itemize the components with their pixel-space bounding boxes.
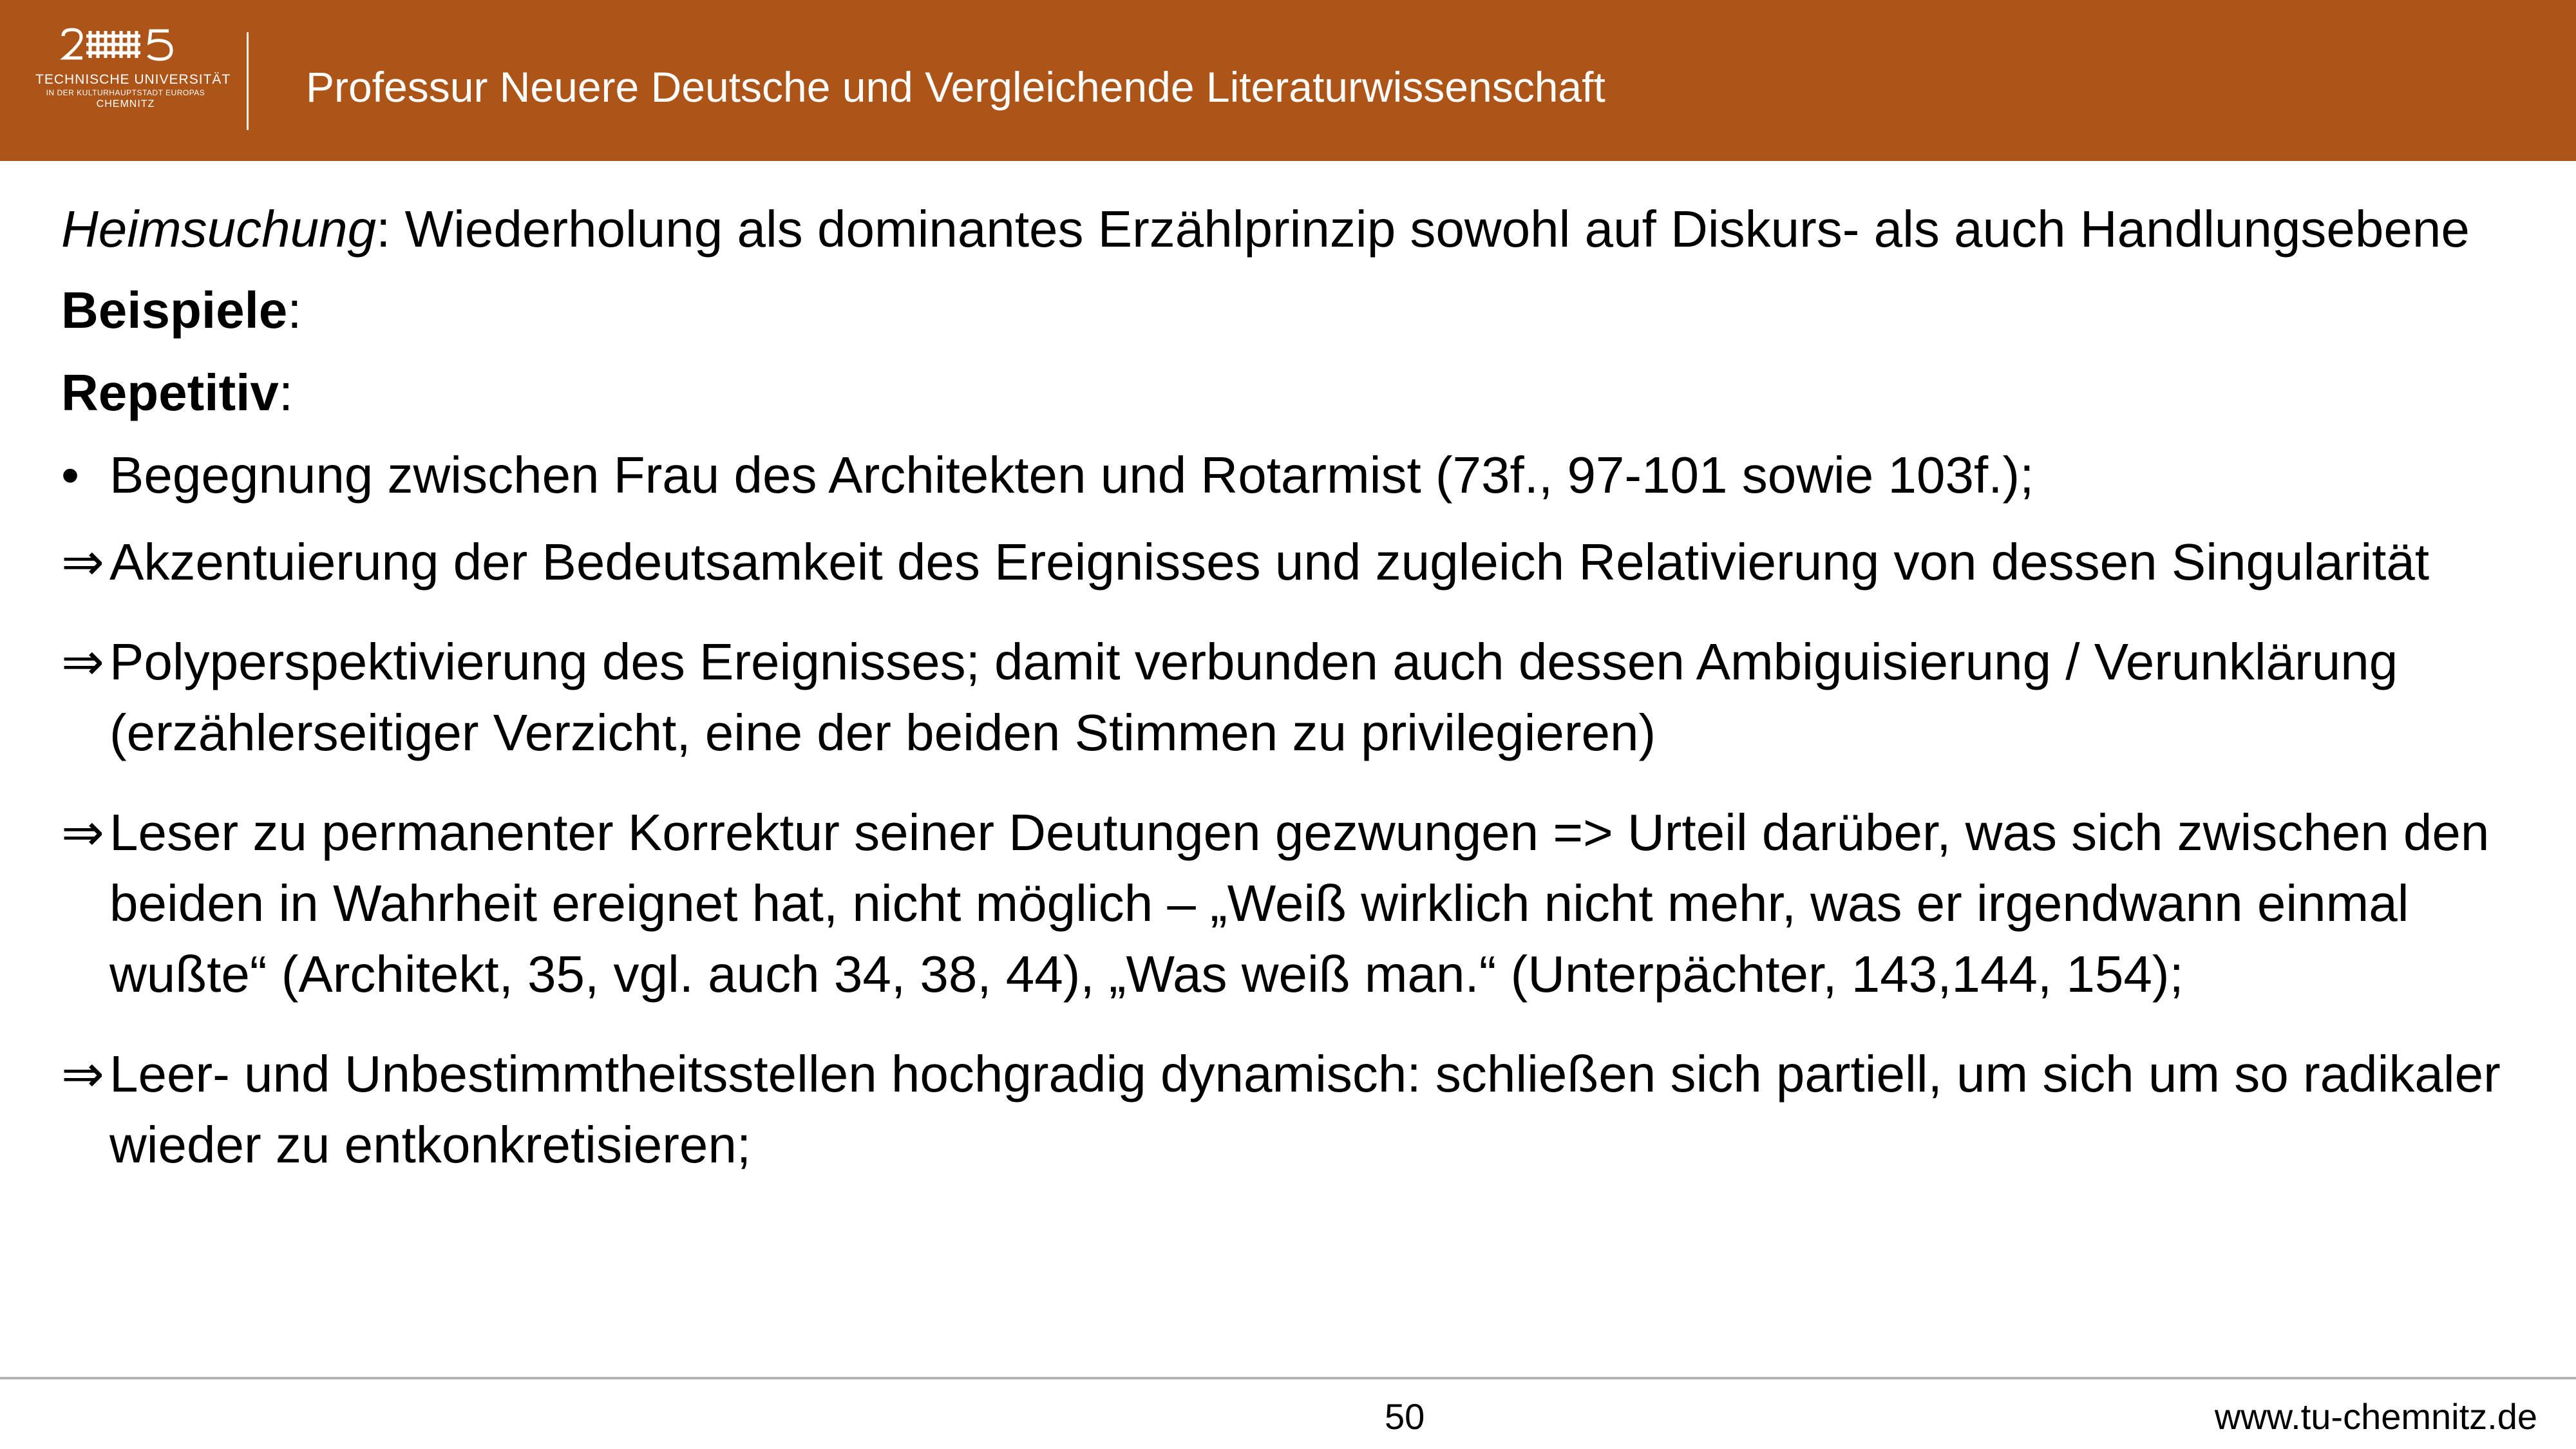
website-url[interactable]: www.tu-chemnitz.de — [2214, 1396, 2537, 1437]
bullet-item — [61, 446, 2534, 505]
examples-label: Beispiele — [61, 281, 288, 339]
header-title: Professur Neuere Deutsche und Vergleichende Literaturwissenschaft — [306, 63, 1605, 111]
header-bar — [0, 0, 2576, 161]
arrow-item-text: Leer- und Unbestimmtheitsstellen hochgradig dynamisch: schließen sich partiell, um sich um so radikaler wieder zu entkonkretisieren; — [109, 1045, 2501, 1173]
implies-arrow-icon: ⇒ — [61, 802, 105, 862]
slide-content — [61, 200, 2534, 1209]
arrow-item — [61, 1039, 2534, 1180]
examples-colon: : — [287, 281, 302, 339]
examples-heading — [61, 281, 2534, 340]
intro-italic-term: Heimsuchung — [61, 200, 377, 258]
intro-paragraph — [61, 200, 2534, 259]
bullet-icon: • — [61, 446, 80, 504]
arrow-item-text: Polyperspektivierung des Ereignisses; damit verbunden auch dessen Ambiguisierung / Verunklärung (erzählerseitiger Verzicht, eine der beiden Stimmen zu privilegieren) — [109, 633, 2398, 761]
logo-text-city: CHEMNITZ — [96, 99, 155, 109]
arrow-item-text: Leser zu permanenter Korrektur seiner Deutungen gezwungen => Urteil darüber, was sich zwischen den beiden in Wahrheit ereignet hat, nicht möglich – „Weiß wirklich nicht mehr, was er irgendwann einmal wußte“ (Architekt, 35, vgl. auch 34, 38, 44), „Was weiß man.“ (Unterpächter, 143,144, 154); — [109, 804, 2490, 1003]
repetitive-label: Repetitiv — [61, 364, 279, 421]
implies-arrow-icon: ⇒ — [61, 532, 105, 592]
university-logo-icon — [58, 27, 193, 72]
logo-text-capital: IN DER KULTURHAUPTSTADT EUROPAS — [46, 88, 205, 97]
implies-arrow-icon: ⇒ — [61, 1044, 105, 1104]
repetitive-colon: : — [278, 364, 294, 421]
university-logo — [35, 27, 231, 137]
arrow-item — [61, 527, 2534, 598]
arrow-item — [61, 627, 2534, 768]
repetitive-heading — [61, 363, 2534, 422]
intro-text: : Wiederholung als dominantes Erzählprinzip sowohl auf Diskurs- als auch Handlungsebene — [376, 200, 2470, 258]
footer-divider — [0, 1377, 2576, 1379]
page-number: 50 — [1385, 1396, 1425, 1437]
arrow-item — [61, 797, 2534, 1010]
bullet-text: Begegnung zwischen Frau des Architekten und Rotarmist (73f., 97-101 sowie 103f.); — [109, 446, 2034, 504]
arrow-item-text: Akzentuierung der Bedeutsamkeit des Ereignisses und zugleich Relativierung von dessen Singularität — [109, 533, 2430, 591]
logo-text-university: TECHNISCHE UNIVERSITÄT — [35, 72, 231, 87]
implies-arrow-icon: ⇒ — [61, 632, 105, 692]
header-divider — [247, 32, 249, 130]
